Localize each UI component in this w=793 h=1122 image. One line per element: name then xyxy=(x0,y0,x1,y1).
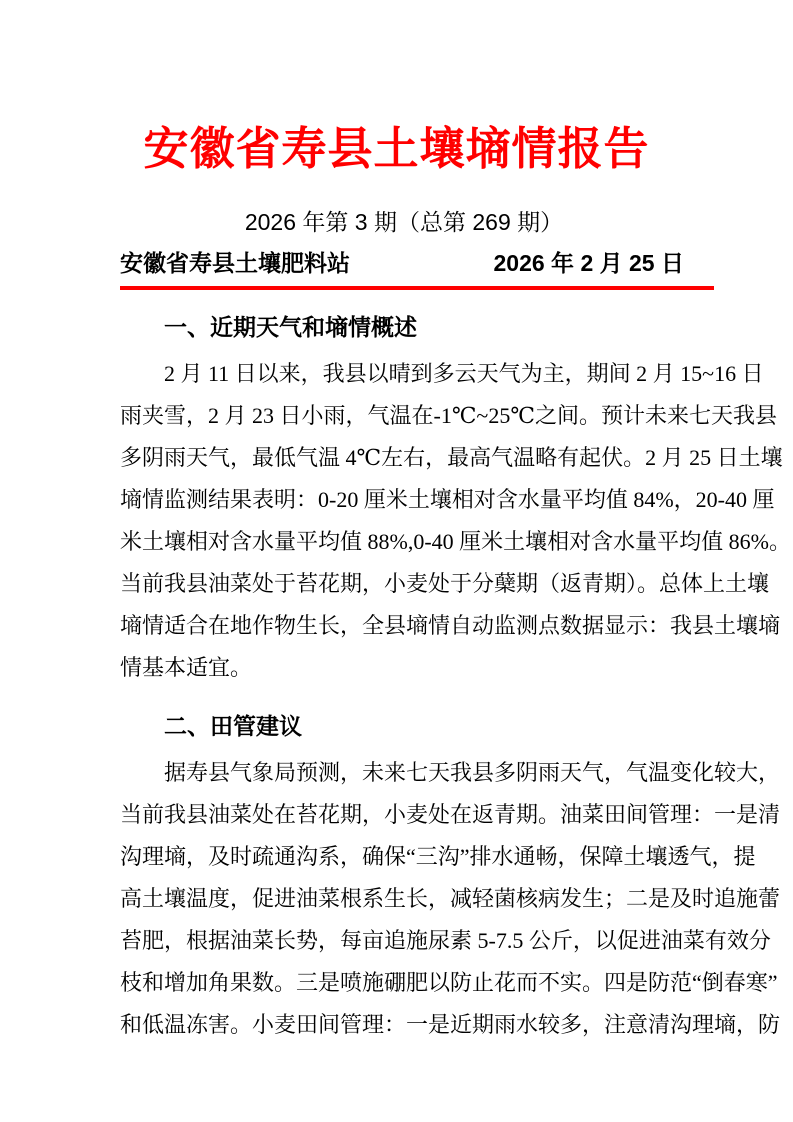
paragraph-line: 2 月 11 日以来，我县以晴到多云天气为主，期间 2 月 15~16 日 xyxy=(164,361,764,386)
paragraph-line: 当前我县油菜处于苔花期，小麦处于分蘖期（返青期）。总体上土壤 xyxy=(120,571,770,596)
document-content xyxy=(120,206,791,1046)
issue-date: 2026 年 2 月 25 日 xyxy=(493,250,684,276)
paragraph-line: 沟理墒，及时疏通沟系，确保“三沟”排水通畅，保障土壤透气，提 xyxy=(120,844,756,869)
paragraph xyxy=(120,353,791,689)
page-title: 安徽省寿县土壤墒情报告 xyxy=(143,123,650,174)
paragraph-line: 高土壤温度，促进油菜根系生长，减轻菌核病发生；二是及时追施蕾 xyxy=(120,886,781,911)
section-heading: 一、近期天气和墒情概述 xyxy=(164,314,417,340)
paragraph-line: 据寿县气象局预测，未来七天我县多阴雨天气，气温变化较大， xyxy=(164,760,781,785)
paragraph-line: 苔肥，根据油菜长势，每亩追施尿素 5-7.5 公斤，以促进油菜有效分 xyxy=(120,928,771,953)
sections xyxy=(120,311,791,1046)
paragraph-line: 墒情适合在地作物生长，全县墒情自动监测点数据显示：我县土壤墒 xyxy=(120,613,781,638)
paragraph-line: 枝和增加角果数。三是喷施硼肥以防止花而不实。四是防范“倒春寒” xyxy=(120,970,778,995)
issue-number-line: 2026 年第 3 期（总第 269 期） xyxy=(244,209,564,235)
paragraph xyxy=(120,752,781,1046)
paragraph-line: 情基本适宜。 xyxy=(120,655,253,680)
header-divider xyxy=(120,286,714,290)
publisher-name: 安徽省寿县土壤肥料站 xyxy=(120,250,350,276)
paragraph-line: 和低温冻害。小麦田间管理：一是近期雨水较多，注意清沟理墒，防 xyxy=(120,1012,781,1037)
paragraph-line: 墒情监测结果表明：0-20 厘米土壤相对含水量平均值 84%，20-40 厘 xyxy=(120,487,775,512)
paragraph-line: 雨夹雪，2 月 23 日小雨，气温在-1℃~25℃之间。预计未来七天我县 xyxy=(120,403,777,428)
paragraph-line: 多阴雨天气，最低气温 4℃左右，最高气温略有起伏。2 月 25 日土壤 xyxy=(120,445,783,470)
paragraph-line: 当前我县油菜处在苔花期，小麦处在返青期。油菜田间管理：一是清 xyxy=(120,802,781,827)
publisher-date-row xyxy=(120,246,708,280)
paragraph-line: 米土壤相对含水量平均值 88%,0-40 厘米土壤相对含水量平均值 86%。 xyxy=(120,529,791,554)
section-heading: 二、田管建议 xyxy=(164,713,302,739)
